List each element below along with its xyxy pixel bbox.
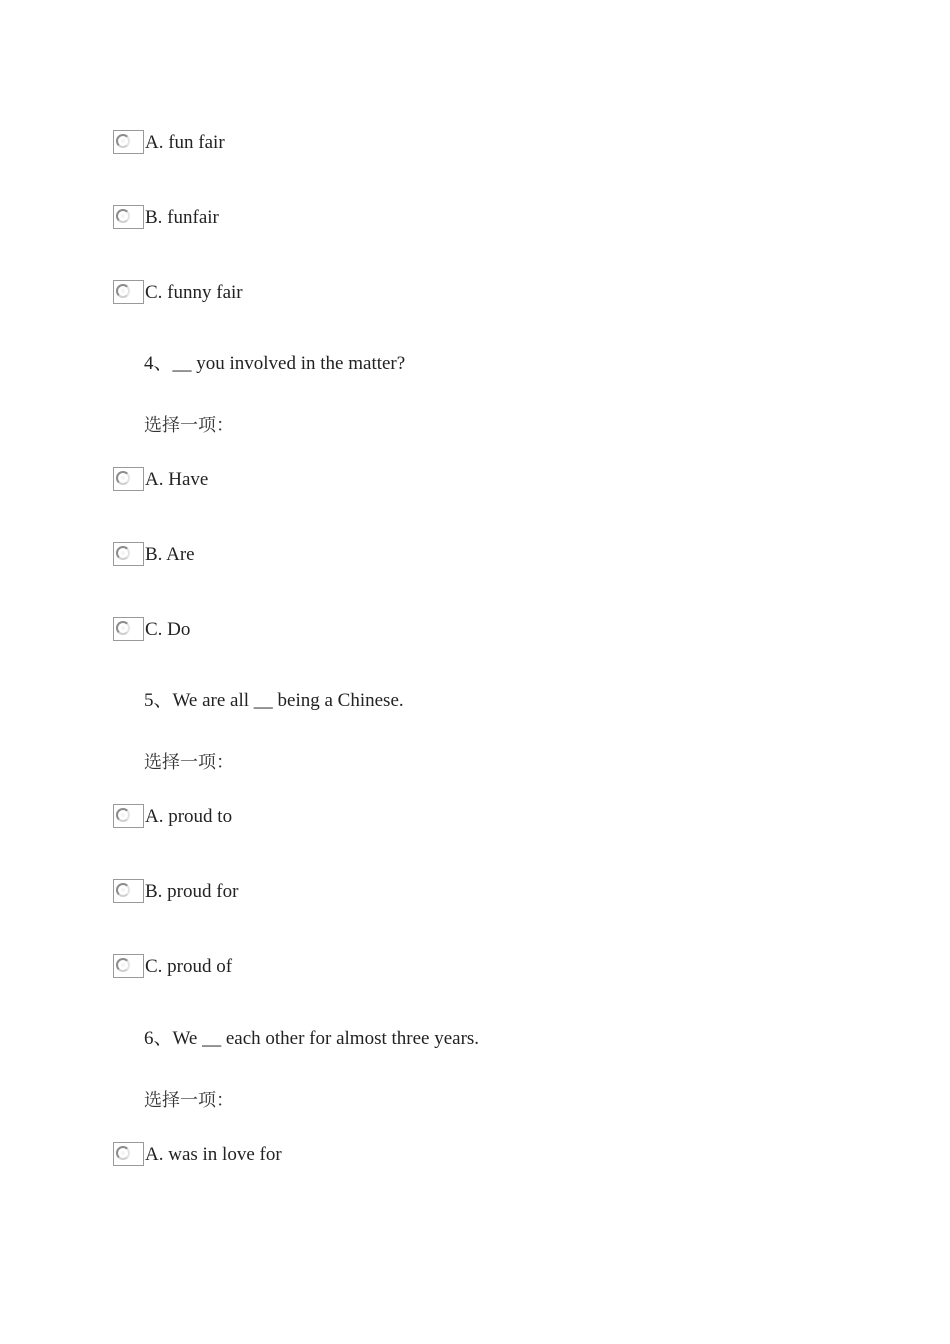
radio-circle-icon [116, 284, 130, 298]
option-label: C. Do [145, 619, 191, 640]
q3-option-a[interactable] [113, 124, 225, 154]
q3-option-c[interactable] [113, 274, 243, 304]
option-label: B. proud for [145, 881, 239, 902]
radio-button[interactable] [113, 804, 144, 828]
q5-option-c[interactable] [113, 948, 232, 978]
radio-circle-icon [116, 546, 130, 560]
question-4-prompt: 选择一项： [144, 415, 234, 436]
radio-circle-icon [116, 134, 130, 148]
radio-circle-icon [116, 471, 130, 485]
option-label: A. was in love for [145, 1144, 282, 1165]
question-6-prompt: 选择一项： [144, 1090, 234, 1111]
radio-circle-icon [116, 808, 130, 822]
question-4-text: 4、__ you involved in the matter? [144, 353, 406, 374]
question-5-text: 5、We are all __ being a Chinese. [144, 690, 404, 711]
radio-circle-icon [116, 209, 130, 223]
q4-option-b[interactable] [113, 536, 195, 566]
radio-button[interactable] [113, 1142, 144, 1166]
q5-option-a[interactable] [113, 798, 232, 828]
q6-option-a[interactable] [113, 1136, 282, 1166]
question-6-text: 6、We __ each other for almost three years. [144, 1028, 480, 1049]
option-label: C. funny fair [145, 282, 243, 303]
option-label: A. proud to [145, 806, 233, 827]
q4-option-a[interactable] [113, 461, 208, 491]
radio-button[interactable] [113, 205, 144, 229]
radio-circle-icon [116, 883, 130, 897]
option-label: C. proud of [145, 956, 233, 977]
radio-button[interactable] [113, 467, 144, 491]
radio-button[interactable] [113, 617, 144, 641]
option-label: B. Are [145, 544, 195, 565]
radio-button[interactable] [113, 280, 144, 304]
option-label: B. funfair [145, 207, 219, 228]
radio-circle-icon [116, 1146, 130, 1160]
q4-option-c[interactable] [113, 611, 190, 641]
radio-button[interactable] [113, 954, 144, 978]
option-label: A. Have [145, 469, 209, 490]
question-5-prompt: 选择一项： [144, 752, 234, 773]
q5-option-b[interactable] [113, 873, 238, 903]
q3-option-b[interactable] [113, 199, 219, 229]
radio-button[interactable] [113, 542, 144, 566]
option-label: A. fun fair [145, 132, 225, 153]
radio-circle-icon [116, 958, 130, 972]
radio-button[interactable] [113, 879, 144, 903]
radio-circle-icon [116, 621, 130, 635]
radio-button[interactable] [113, 130, 144, 154]
